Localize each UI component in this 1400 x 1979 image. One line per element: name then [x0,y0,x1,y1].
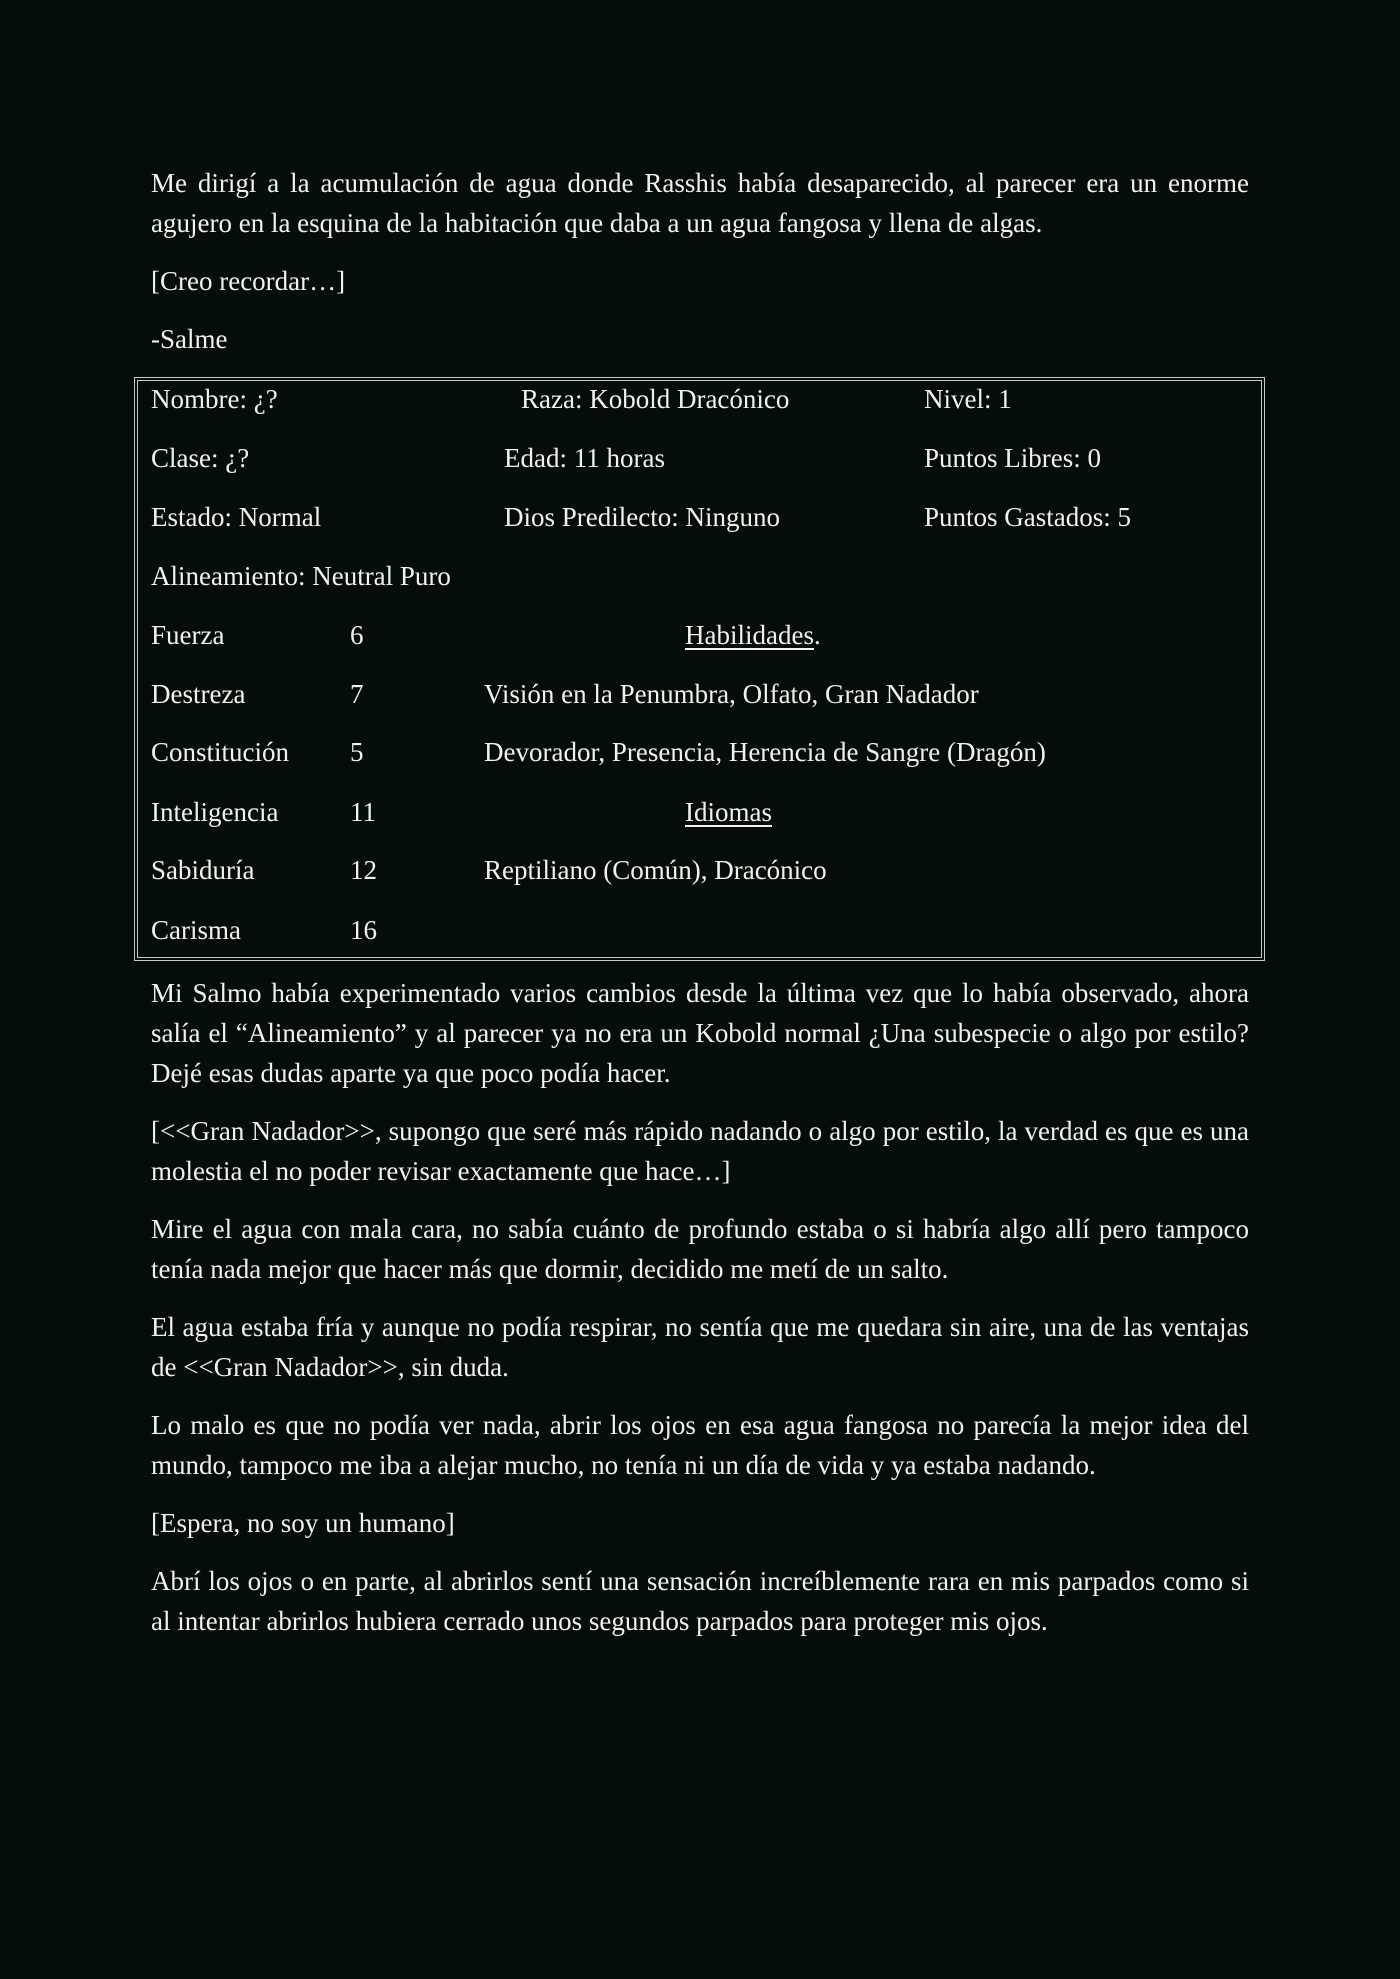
habilidades-line-2: Devorador, Presencia, Herencia de Sangre (Dragón) [484,737,1046,767]
habilidades-heading: Habilidades [685,620,814,650]
attribute-name: Carisma [151,915,241,945]
habilidades-heading-group [685,618,821,652]
habilidades-line-1: Visión en la Penumbra, Olfato, Gran Nadador [484,679,979,709]
status-clase: Clase: ¿? [151,443,250,473]
story-paragraph-4: El agua estaba fría y aunque no podía respirar, no sentía que me quedara sin aire, una de las ventajas de <<Gran Nadador>>, sin duda. [151,1312,1249,1382]
status-nombre: Nombre: ¿? [151,384,278,414]
attribute-name: Destreza [151,679,246,709]
status-window [134,377,1265,961]
idiomas-line: Reptiliano (Común), Dracónico [484,855,827,885]
intro-salme: -Salme [151,324,228,354]
status-alineamiento: Alineamiento: Neutral Puro [151,561,451,591]
document-body [151,163,1249,1659]
attribute-value: 5 [350,737,364,767]
story-paragraph-5: Lo malo es que no podía ver nada, abrir los ojos en esa agua fangosa no parecía la mejor idea del mundo, tampoco me iba a alejar mucho, no tenía ni un día de vida y ya estaba nadando. [151,1410,1249,1480]
status-estado: Estado: Normal [151,502,322,532]
attribute-name: Sabiduría [151,855,255,885]
attribute-value: 12 [350,855,377,885]
attribute-value: 7 [350,679,364,709]
idiomas-heading: Idiomas [685,797,772,827]
status-puntos-libres: Puntos Libres: 0 [924,443,1102,473]
status-raza: Raza: Kobold Dracónico [521,384,790,414]
attribute-name: Constitución [151,737,290,767]
intro-paragraph-1: Me dirigí a la acumulación de agua donde Rasshis había desaparecido, al parecer era un enorme agujero en la esquina de la habitación que daba a un agua fangosa y llena de algas. [151,168,1249,238]
attribute-name: Fuerza [151,620,225,650]
story-paragraph-7: Abrí los ojos o en parte, al abrirlos sentí una sensación increíblemente rara en mis parpados como si al intentar abrirlos hubiera cerrado unos segundos parpados para proteger mis ojos. [151,1566,1249,1636]
attribute-value: 11 [350,797,376,827]
story-paragraph-2: [<<Gran Nadador>>, supongo que seré más rápido nadando o algo por estilo, la verdad es que es una molestia el no poder revisar exactamente que hace…] [151,1116,1249,1186]
status-dios: Dios Predilecto: Ninguno [504,502,780,532]
status-puntos-gastados: Puntos Gastados: 5 [924,502,1132,532]
attribute-value: 6 [350,620,364,650]
story-paragraph-6: [Espera, no soy un humano] [151,1508,455,1538]
story-paragraph-1: Mi Salmo había experimentado varios cambios desde la última vez que lo había observado, ahora salía el “Alineamiento” y al parecer ya no era un Kobold normal ¿Una subespecie o algo por estilo? Dejé esas dudas aparte ya que poco podía hacer. [151,978,1249,1088]
intro-thought: [Creo recordar…] [151,266,346,296]
attribute-name: Inteligencia [151,797,279,827]
habilidades-period: . [813,620,821,650]
attribute-value: 16 [350,915,377,945]
status-edad: Edad: 11 horas [504,443,665,473]
story-paragraph-3: Mire el agua con mala cara, no sabía cuánto de profundo estaba o si habría algo allí pero tampoco tenía nada mejor que hacer más que dormir, decidido me metí de un salto. [151,1214,1249,1284]
status-nivel: Nivel: 1 [924,384,1012,414]
